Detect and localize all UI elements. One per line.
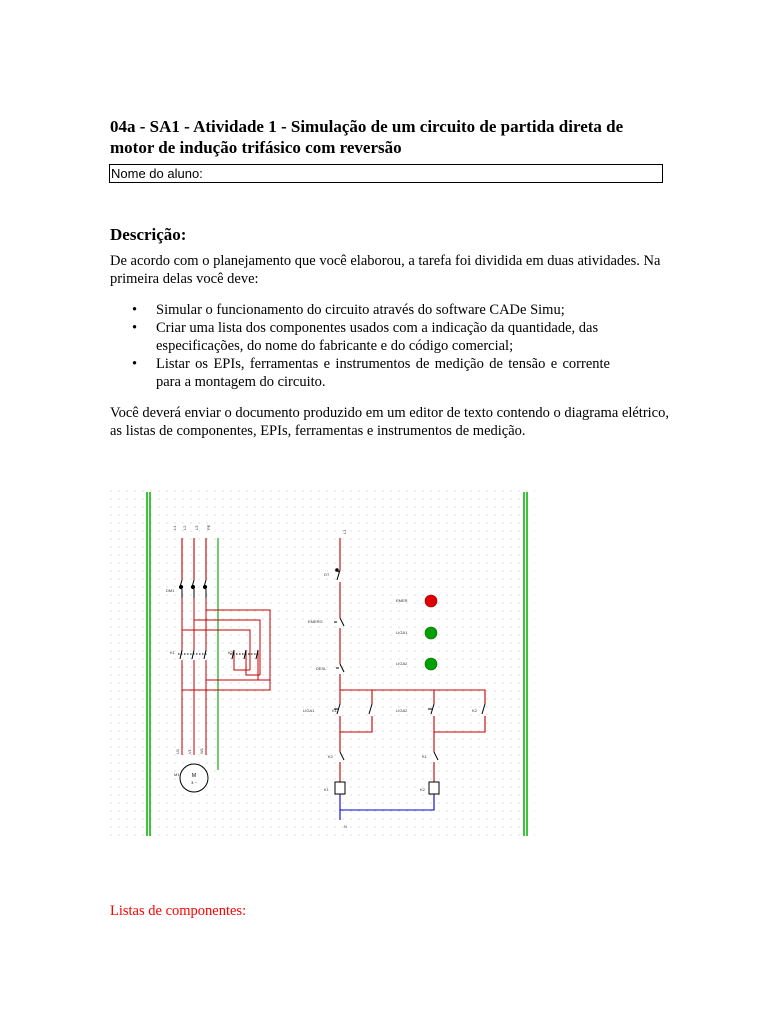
interlock2-label: K1 <box>422 754 427 759</box>
components-heading: Listas de componentes: <box>110 903 247 919</box>
intro-paragraph: De acordo com o planejamento que você elaborou, a tarefa foi dividida em duas atividades. Na primeira delas você deve: <box>110 253 661 287</box>
motor-sublabel: 3 ~ <box>191 780 197 785</box>
closing-paragraph: Você deverá enviar o documento produzido em um editor de texto contendo o diagrama elétrico, as listas de componentes, EPIs, ferramentas e instrumentos de medição. <box>110 405 669 439</box>
phase-label-l2: L2 <box>182 525 187 530</box>
control-top-label: L1 <box>342 529 347 534</box>
red-lamp-icon <box>425 595 437 607</box>
lamp-label-emer: EMER <box>396 598 408 603</box>
relay-label: DT <box>324 572 330 577</box>
k1-power-label: K1 <box>170 650 175 655</box>
start2-label: LIGA2 <box>396 708 408 713</box>
terminal-v1: V1 <box>187 749 192 754</box>
coil2-label: K2 <box>420 787 425 792</box>
motor-label: M <box>191 773 197 779</box>
task-text: Criar uma lista dos componentes usados com a indicação da quantidade, das especificações, do nome do fabricante e do código comercial; <box>156 320 599 354</box>
green-lamp-icon <box>425 658 437 670</box>
emergency-label: EMERG <box>308 619 323 624</box>
student-name-field[interactable] <box>109 164 663 183</box>
bullet-icon: • <box>132 356 138 372</box>
page-title: 04a - SA1 - Atividade 1 - Simulação de um circuito de partida direta de motor de indução trifásico com reversão <box>110 117 624 157</box>
lamp-label-liga2: LIGA2 <box>396 661 408 666</box>
phase-label-pe: PE <box>206 524 211 530</box>
bullet-icon: • <box>132 302 138 318</box>
green-lamp-icon <box>425 627 437 639</box>
diagram-grid <box>110 490 535 838</box>
protection-label: DM1 <box>166 588 175 593</box>
start1-label: LIGA1 <box>303 708 315 713</box>
task-list-item <box>110 319 610 355</box>
phase-label-l1: L1 <box>172 525 177 530</box>
task-text: Simular o funcionamento do circuito através do software CADe Simu; <box>156 302 565 318</box>
interlock1-label: K2 <box>328 754 333 759</box>
terminal-w1: W1 <box>199 748 204 754</box>
stop-label: DESL <box>316 666 327 671</box>
electrical-diagram <box>110 490 535 838</box>
task-list <box>110 301 610 391</box>
seal-k2-label: K2 <box>472 708 477 713</box>
lamp-label-liga1: LIGA1 <box>396 630 408 635</box>
k2-power-label: K2 <box>228 650 233 655</box>
description-heading: Descrição: <box>110 225 187 244</box>
student-name-label: Nome do aluno: <box>111 166 203 181</box>
task-list-item <box>110 355 610 391</box>
motor-symbol <box>180 764 208 792</box>
control-bottom-label: N <box>344 824 347 829</box>
bullet-icon: • <box>132 320 138 336</box>
seal-k1-label: K1 <box>332 708 337 713</box>
terminal-u1: U1 <box>175 748 180 754</box>
task-text: Listar os EPIs, ferramentas e instrumentos de medição de tensão e corrente para a montagem do circuito. <box>156 356 610 390</box>
task-list-item <box>110 301 610 319</box>
phase-label-l3: L3 <box>194 525 199 530</box>
motor-tag: M1 <box>174 772 180 777</box>
coil1-label: K1 <box>324 787 329 792</box>
